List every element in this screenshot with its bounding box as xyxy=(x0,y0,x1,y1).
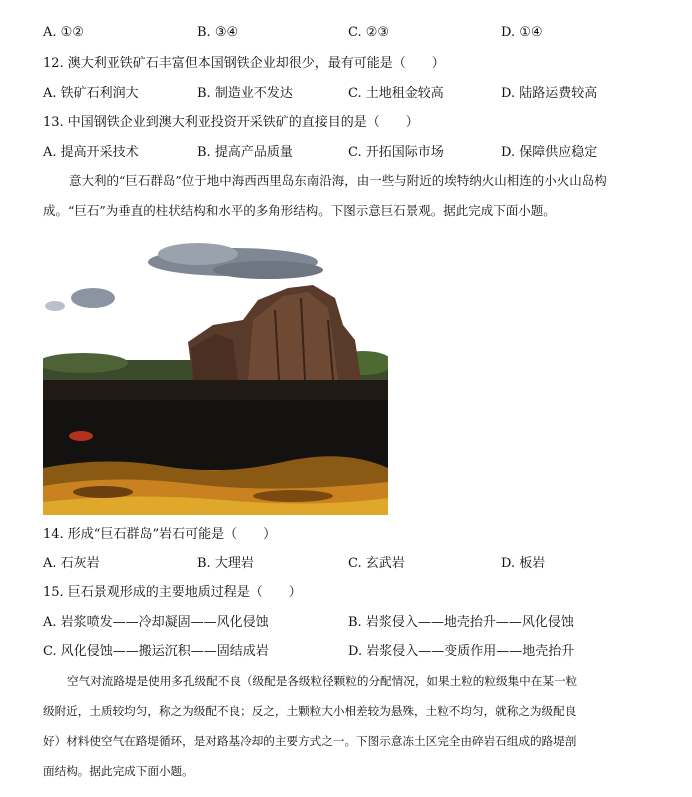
q11-option-c[interactable]: C. ②③ xyxy=(348,25,390,40)
q14-stem: 14. 形成“巨石群岛”岩石可能是（ ） xyxy=(43,527,277,542)
q13-stem: 13. 中国钢铁企业到澳大利亚投资开采铁矿的直接目的是（ ） xyxy=(43,115,419,130)
q15-option-c[interactable]: C. 风化侵蚀——搬运沉积——固结成岩 xyxy=(43,644,269,659)
q13-option-d[interactable]: D. 保障供应稳定 xyxy=(501,145,598,160)
landscape-illustration xyxy=(43,230,388,515)
q12-option-a[interactable]: A. 铁矿石利润大 xyxy=(43,86,139,101)
passage-giant-rocks-line-1: 意大利的“巨石群岛”位于地中海西西里岛东南沿海，由一些与附近的埃特纳火山相连的小火山岛构 xyxy=(69,173,607,188)
q12-stem: 12. 澳大利亚铁矿石丰富但本国钢铁企业却很少，最有可能是（ ） xyxy=(43,56,445,71)
passage-giant-rocks xyxy=(43,166,663,226)
q15-option-d[interactable]: D. 岩浆侵入——变质作用——地壳抬升 xyxy=(348,644,575,659)
q12-option-d[interactable]: D. 陆路运费较高 xyxy=(501,86,598,101)
q11-option-d[interactable]: D. ①④ xyxy=(501,25,543,40)
q13-option-c[interactable]: C. 开拓国际市场 xyxy=(348,145,444,160)
q14-option-a[interactable]: A. 石灰岩 xyxy=(43,556,100,571)
passage-embankment-line-2: 级附近，土质较均匀，称之为级配不良；反之，土颗粒大小相差较为悬殊，土粒不均匀，就称之为级配良 xyxy=(43,704,577,718)
q14-option-c[interactable]: C. 玄武岩 xyxy=(348,556,405,571)
q13-option-a[interactable]: A. 提高开采技术 xyxy=(43,145,139,160)
passage-giant-rocks-line-2: 成。“巨石”为垂直的柱状结构和水平的多角形结构。下图示意巨石景观。据此完成下面小题。 xyxy=(43,203,556,218)
q14-option-d[interactable]: D. 板岩 xyxy=(501,556,546,571)
q15-option-b[interactable]: B. 岩浆侵入——地壳抬升——风化侵蚀 xyxy=(348,615,574,630)
q15-option-a[interactable]: A. 岩浆喷发——冷却凝固——风化侵蚀 xyxy=(43,615,269,630)
passage-embankment-line-4: 面结构。据此完成下面小题。 xyxy=(43,764,194,778)
passage-embankment-line-1: 空气对流路堤是使用多孔级配不良（级配是各级粒径颗粒的分配情况，如果土粒的粒级集中在某一粒 xyxy=(67,674,578,688)
q11-option-b[interactable]: B. ③④ xyxy=(197,25,239,40)
q11-option-a[interactable]: A. ①② xyxy=(43,25,84,40)
q12-option-b[interactable]: B. 制造业不发达 xyxy=(197,86,293,101)
q13-option-b[interactable]: B. 提高产品质量 xyxy=(197,145,293,160)
q12-option-c[interactable]: C. 土地租金较高 xyxy=(348,86,444,101)
q14-option-b[interactable]: B. 大理岩 xyxy=(197,556,254,571)
passage-air-convection-embankment xyxy=(43,666,663,786)
giant-rock-landscape-photo xyxy=(43,230,388,515)
passage-embankment-line-3: 好）材料使空气在路堤循环，是对路基冷却的主要方式之一。下图示意冻土区完全由碎岩石组成的路堤剖 xyxy=(43,734,577,748)
q15-stem: 15. 巨石景观形成的主要地质过程是（ ） xyxy=(43,585,302,600)
